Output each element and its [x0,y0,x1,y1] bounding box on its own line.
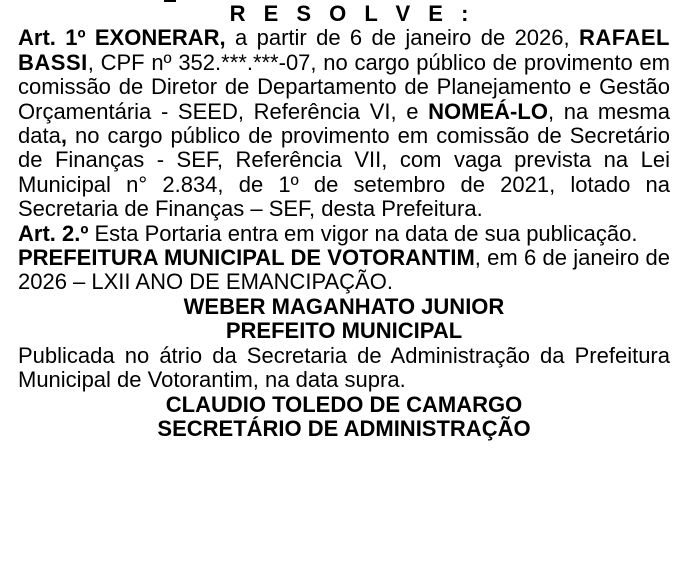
article-1 [18,26,670,221]
closing-text: , em 6 de janeiro de 2026 – LXII ANO DE EMANCIPAÇÃO. [18,245,670,295]
article-1-text-3: , na mesma data [18,98,670,149]
resolve-heading: R E S O L V E : [229,1,475,26]
article-1-text-4: no cargo público de provimento em comissão de Secretário de Finanças - SEF, Referência VII, com vaga prevista na Lei Municipal n° 2.834, de 1º de setembro de 2021, lotado na Secretaria de Finanças – SEF, desta Prefeitura. [18,123,670,222]
municipality-name: PREFEITURA MUNICIPAL DE VOTORANTIM [18,245,475,271]
signer-1-role: PREFEITO MUNICIPAL [225,318,463,344]
article-1-text-2: , CPF nº 352.***.***-07, no cargo público de provimento em comissão de Diretor de Departamento de Planejamento e Gestão Orçamentária - SEED, Referência VI, e [18,49,670,124]
signer-1-name: WEBER MAGANHATO JUNIOR [183,293,505,319]
nomear-word: NOMEÁ-LO [428,98,548,124]
article-2 [18,222,670,246]
publication-note: Publicada no átrio da Secretaria de Administração da Prefeitura Municipal de Votorantim, na data supra. [18,342,670,393]
closing-paragraph [18,246,670,295]
signer-2-role: SECRETÁRIO DE ADMINISTRAÇÃO [157,415,531,441]
article-1-label: Art. 1º EXONERAR, [18,25,226,51]
signer-2-name: CLAUDIO TOLEDO DE CAMARGO [165,391,523,417]
person-name: RAFAEL BASSI [18,25,670,75]
article-2-text: Esta Portaria entra em vigor na data de sua publicação. [88,220,638,246]
article-2-label: Art. 2.º [18,220,89,246]
bold-comma: , [60,123,67,149]
article-1-text-1: a partir de 6 de janeiro de 2026, [225,25,579,51]
cut-off-glyph [164,0,176,2]
